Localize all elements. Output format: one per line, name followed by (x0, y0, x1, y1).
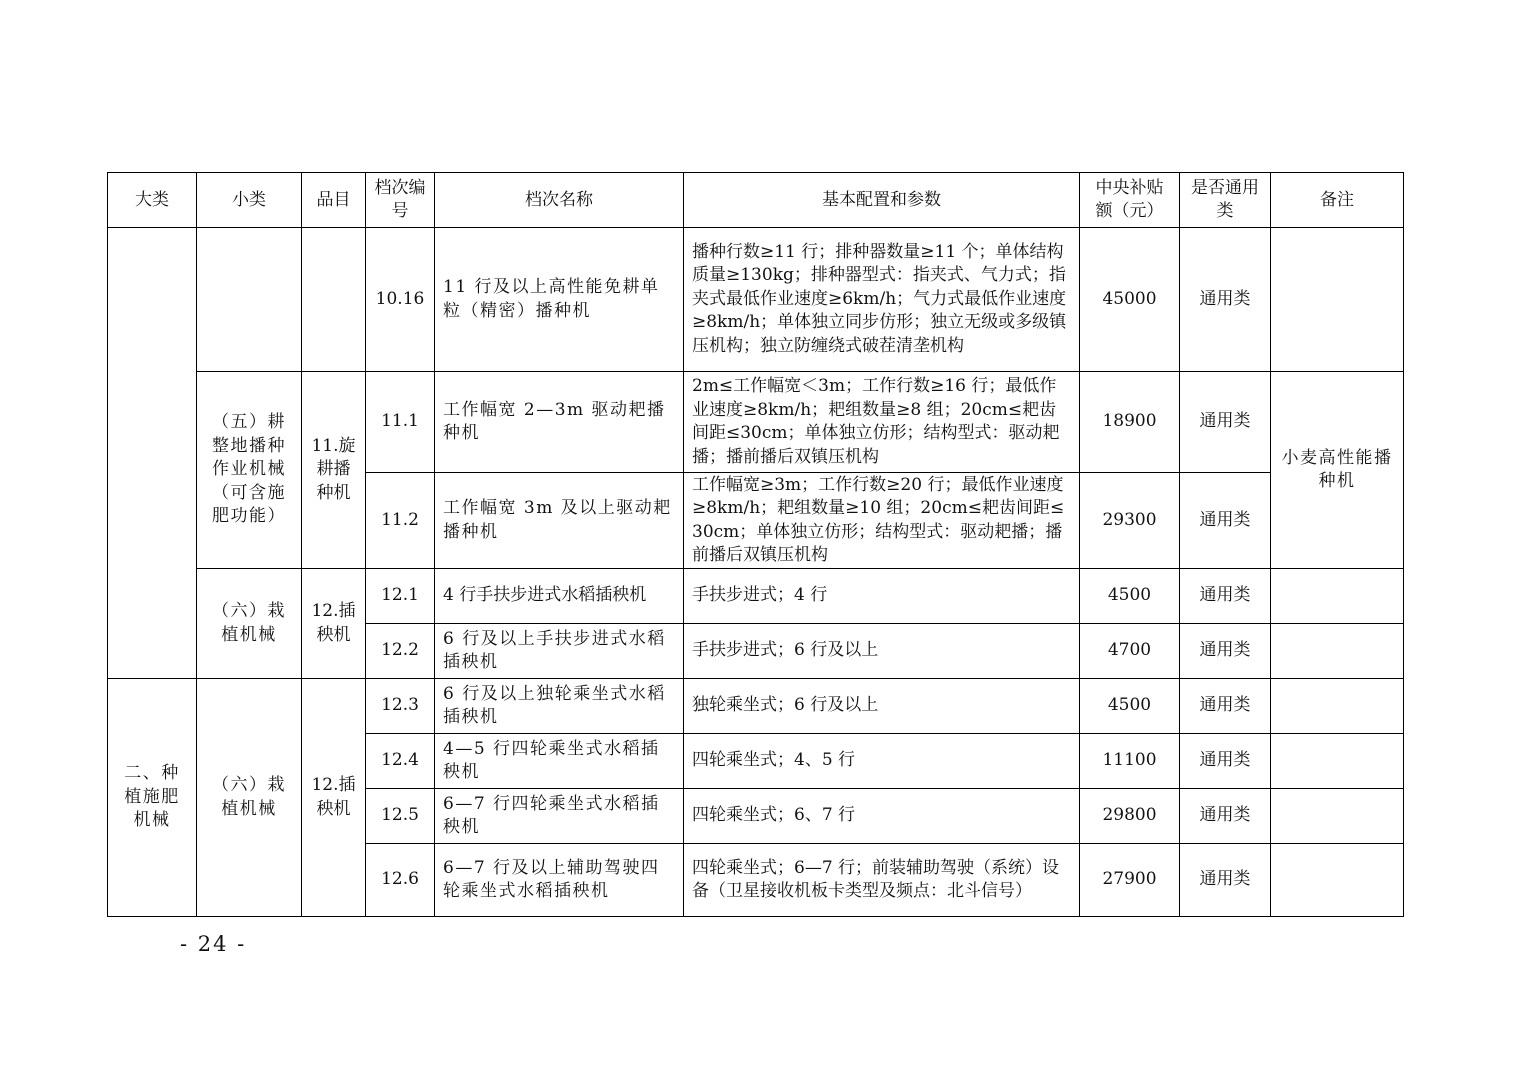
subsidy: 4700 (1080, 624, 1180, 679)
header-subsidy: 中央补贴额（元） (1080, 173, 1180, 228)
table-row (108, 372, 1404, 473)
remark-wheat-seeder: 小麦高性能播种机 (1271, 372, 1404, 569)
subsidy: 18900 (1080, 372, 1180, 473)
grade-name: 4—5 行四轮乘坐式水稻插秧机 (435, 734, 684, 789)
remark-cell-empty (1271, 789, 1404, 844)
header-grade-name: 档次名称 (435, 173, 684, 228)
general: 通用类 (1180, 473, 1271, 569)
category-cell-empty (108, 228, 197, 679)
general: 通用类 (1180, 844, 1271, 917)
spec: 四轮乘坐式；6—7 行；前装辅助驾驶（系统）设备（卫星接收机板卡类型及频点：北斗信号） (684, 844, 1080, 917)
grade-name: 6 行及以上独轮乘坐式水稻插秧机 (435, 679, 684, 734)
subsidy: 27900 (1080, 844, 1180, 917)
subsidy: 29300 (1080, 473, 1180, 569)
header-subcategory: 小类 (197, 173, 302, 228)
grade-no: 12.6 (366, 844, 435, 917)
spec: 独轮乘坐式；6 行及以上 (684, 679, 1080, 734)
spec: 播种行数≥11 行；排种器数量≥11 个；单体结构质量≥130kg；排种器型式：指夹式、气力式；指夹式最低作业速度≥6km/h；气力式最低作业速度≥8km/h；单体独立同步仿形；独立无级或多级镇压机构；独立防缠绕式破茬清垄机构 (684, 228, 1080, 372)
grade-no: 12.3 (366, 679, 435, 734)
grade-no: 12.4 (366, 734, 435, 789)
general: 通用类 (1180, 679, 1271, 734)
grade-name: 6—7 行及以上辅助驾驶四轮乘坐式水稻插秧机 (435, 844, 684, 917)
subcategory-transplanting-b: （六）栽植机械 (197, 679, 302, 917)
item-cell-empty (302, 228, 366, 372)
remark-cell-empty (1271, 569, 1404, 624)
subcategory-tillage: （五）耕整地播种作业机械（可含施肥功能） (197, 372, 302, 569)
remark-cell-empty (1271, 624, 1404, 679)
general: 通用类 (1180, 789, 1271, 844)
header-category: 大类 (108, 173, 197, 228)
subsidy: 4500 (1080, 569, 1180, 624)
subcategory-cell-empty (197, 228, 302, 372)
spec: 手扶步进式；6 行及以上 (684, 624, 1080, 679)
item-rotary-seeder: 11.旋耕播种机 (302, 372, 366, 569)
subsidy: 29800 (1080, 789, 1180, 844)
category-planting-fertilizing: 二、种植施肥机械 (108, 679, 197, 917)
general: 通用类 (1180, 372, 1271, 473)
table-row (108, 228, 1404, 372)
header-general: 是否通用类 (1180, 173, 1271, 228)
grade-name: 6 行及以上手扶步进式水稻插秧机 (435, 624, 684, 679)
grade-no: 10.16 (366, 228, 435, 372)
general: 通用类 (1180, 734, 1271, 789)
spec: 四轮乘坐式；4、5 行 (684, 734, 1080, 789)
header-grade-no: 档次编号 (366, 173, 435, 228)
subcategory-transplanting-a: （六）栽植机械 (197, 569, 302, 679)
spec: 四轮乘坐式；6、7 行 (684, 789, 1080, 844)
general: 通用类 (1180, 624, 1271, 679)
item-transplanter-a: 12.插秧机 (302, 569, 366, 679)
grade-no: 11.2 (366, 473, 435, 569)
subsidy: 45000 (1080, 228, 1180, 372)
table-row (108, 679, 1404, 734)
grade-no: 12.2 (366, 624, 435, 679)
item-transplanter-b: 12.插秧机 (302, 679, 366, 917)
grade-no: 12.1 (366, 569, 435, 624)
header-spec: 基本配置和参数 (684, 173, 1080, 228)
page-number: - 24 - (180, 932, 247, 956)
table-row (108, 569, 1404, 624)
subsidy: 11100 (1080, 734, 1180, 789)
grade-name: 工作幅宽 3m 及以上驱动耙播种机 (435, 473, 684, 569)
general: 通用类 (1180, 228, 1271, 372)
general: 通用类 (1180, 569, 1271, 624)
spec: 工作幅宽≥3m；工作行数≥20 行；最低作业速度≥8km/h；耙组数量≥10 组；20cm≤耙齿间距≤30cm；单体独立仿形；结构型式：驱动耙播；播前播后双镇压机构 (684, 473, 1080, 569)
remark-cell-empty (1271, 228, 1404, 372)
grade-name: 6—7 行四轮乘坐式水稻插秧机 (435, 789, 684, 844)
grade-name: 工作幅宽 2—3m 驱动耙播种机 (435, 372, 684, 473)
subsidy: 4500 (1080, 679, 1180, 734)
spec: 2m≤工作幅宽＜3m；工作行数≥16 行；最低作业速度≥8km/h；耙组数量≥8 组；20cm≤耙齿间距≤30cm；单体独立仿形；结构型式：驱动耙播；播前播后双镇压机构 (684, 372, 1080, 473)
subsidy-table (107, 172, 1404, 917)
grade-no: 11.1 (366, 372, 435, 473)
spec: 手扶步进式；4 行 (684, 569, 1080, 624)
remark-cell-empty (1271, 734, 1404, 789)
grade-name: 4 行手扶步进式水稻插秧机 (435, 569, 684, 624)
header-row (108, 173, 1404, 228)
grade-name: 11 行及以上高性能免耕单粒（精密）播种机 (435, 228, 684, 372)
remark-cell-empty (1271, 679, 1404, 734)
grade-no: 12.5 (366, 789, 435, 844)
header-item: 品目 (302, 173, 366, 228)
header-remark: 备注 (1271, 173, 1404, 228)
remark-cell-empty (1271, 844, 1404, 917)
